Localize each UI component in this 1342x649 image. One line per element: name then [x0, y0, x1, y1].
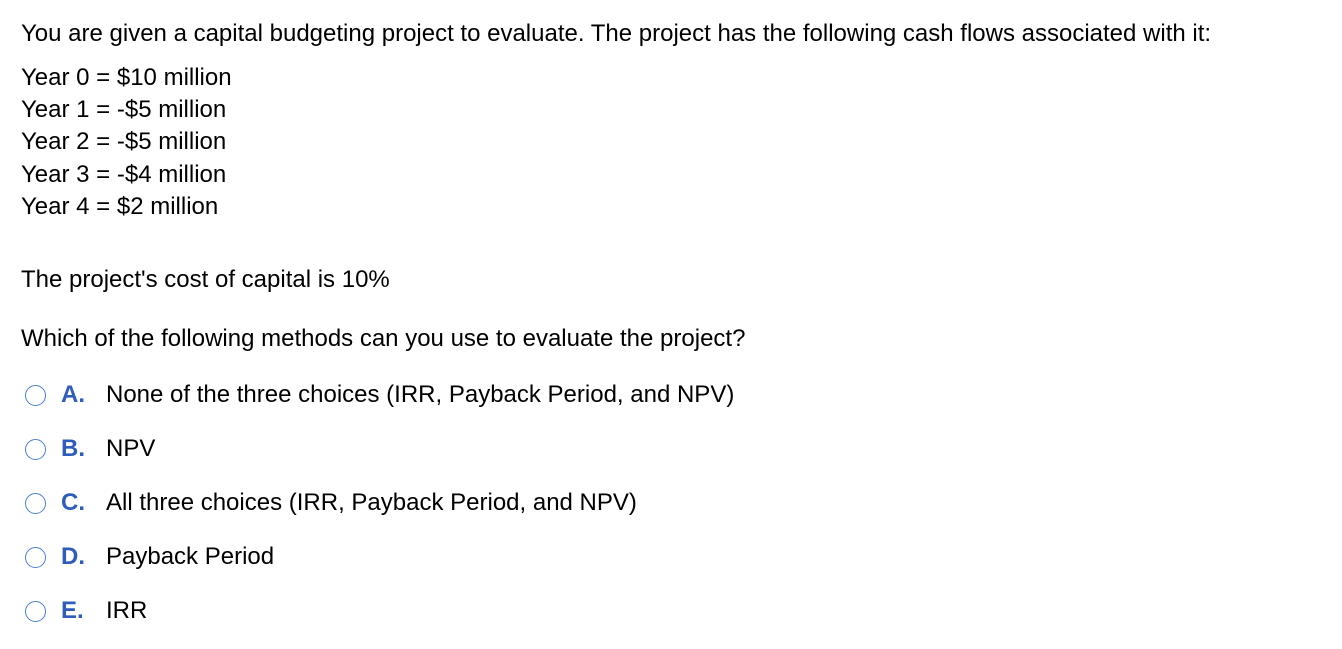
- radio-button-icon[interactable]: [25, 385, 46, 406]
- cash-flow-year-4: Year 4 = $2 million: [21, 192, 219, 220]
- choice-b[interactable]: [21, 430, 921, 468]
- question-prompt: Which of the following methods can you use to evaluate the project?: [21, 325, 746, 352]
- choice-e[interactable]: [21, 592, 921, 630]
- question-block: [21, 18, 1331, 624]
- choice-text: IRR: [106, 597, 148, 624]
- cash-flow-year-1: Year 1 = -$5 million: [21, 96, 227, 124]
- choice-letter: B.: [61, 435, 85, 462]
- choice-text: Payback Period: [106, 543, 275, 570]
- cost-of-capital: The project's cost of capital is 10%: [21, 266, 390, 293]
- cash-flow-year-0: Year 0 = $10 million: [21, 64, 232, 91]
- radio-button-icon[interactable]: [25, 493, 46, 514]
- choice-letter: E.: [61, 597, 84, 624]
- choice-c[interactable]: [21, 484, 921, 522]
- cash-flow-list: [21, 62, 1331, 223]
- choice-letter: A.: [61, 381, 85, 408]
- choice-letter: D.: [61, 543, 85, 570]
- radio-button-icon[interactable]: [25, 601, 46, 622]
- cash-flow-year-2: Year 2 = -$5 million: [21, 128, 227, 156]
- choice-text: None of the three choices (IRR, Payback Period, and NPV): [106, 381, 735, 408]
- choice-text: All three choices (IRR, Payback Period, and NPV): [106, 489, 637, 516]
- cash-flow-year-3: Year 3 = -$4 million: [21, 160, 227, 188]
- choice-a[interactable]: [21, 376, 921, 414]
- choice-text: NPV: [106, 435, 156, 462]
- radio-button-icon[interactable]: [25, 439, 46, 460]
- question-intro: You are given a capital budgeting project to evaluate. The project has the following cash flows associated with it:: [21, 20, 1212, 47]
- radio-button-icon[interactable]: [25, 547, 46, 568]
- choice-letter: C.: [61, 489, 85, 516]
- choice-d[interactable]: [21, 538, 921, 576]
